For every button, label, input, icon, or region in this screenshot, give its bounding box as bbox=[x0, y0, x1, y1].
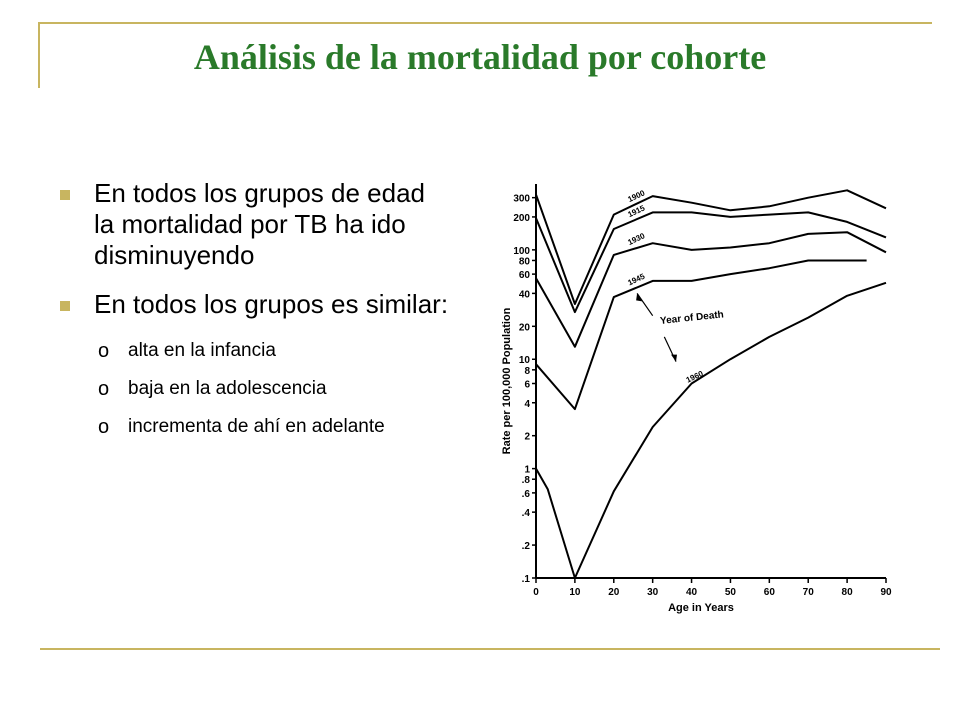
x-tick-label: 80 bbox=[841, 587, 853, 598]
y-tick-label: .6 bbox=[521, 488, 530, 500]
x-tick-label: 10 bbox=[569, 587, 581, 598]
y-tick-label: 8 bbox=[524, 365, 530, 377]
y-tick-label: 20 bbox=[518, 322, 530, 334]
bullet-list bbox=[58, 178, 450, 452]
slide-title: Análisis de la mortalidad por cohorte bbox=[193, 37, 767, 77]
x-tick-label: 40 bbox=[685, 587, 698, 598]
sub-bullet-text: baja en la adolescencia bbox=[128, 378, 327, 399]
y-tick-label: .1 bbox=[521, 574, 530, 585]
sub-bullet-item bbox=[58, 376, 450, 402]
bullet-text: En todos los grupos de edad la mortalidad por TB ha ido disminuyendo bbox=[94, 178, 426, 270]
series-line-1945 bbox=[536, 261, 867, 410]
y-tick-label: 4 bbox=[524, 398, 530, 410]
y-tick-label: 80 bbox=[518, 256, 530, 268]
y-tick-label: 6 bbox=[524, 379, 530, 391]
y-tick-label: .2 bbox=[521, 541, 530, 553]
sub-bullet-text: alta en la infancia bbox=[128, 340, 276, 361]
sub-bullet-item bbox=[58, 414, 450, 440]
sub-bullet-item bbox=[58, 338, 450, 364]
y-tick-label: 300 bbox=[513, 193, 530, 205]
y-tick-label: 60 bbox=[518, 270, 530, 282]
y-tick-label: 100 bbox=[513, 245, 530, 257]
series-label-1930: 1930 bbox=[626, 231, 647, 248]
x-tick-label: 0 bbox=[533, 587, 539, 598]
x-tick-label: 20 bbox=[608, 587, 620, 598]
bullet-item bbox=[58, 289, 450, 320]
series-label-1915: 1915 bbox=[626, 203, 647, 220]
bullet-text: En todos los grupos es similar: bbox=[94, 289, 449, 319]
bullet-item bbox=[58, 178, 450, 271]
y-tick-label: 10 bbox=[518, 355, 530, 367]
series-line-1915 bbox=[536, 212, 886, 312]
y-tick-label: .8 bbox=[521, 475, 530, 487]
year-of-death-annotation: Year of Death bbox=[659, 309, 725, 327]
bottom-rule bbox=[40, 648, 940, 650]
square-bullet-icon bbox=[60, 301, 70, 311]
annotation-arrow-up bbox=[637, 293, 653, 315]
top-rule bbox=[40, 22, 932, 24]
x-tick-label: 90 bbox=[880, 587, 892, 598]
series-line-1960 bbox=[536, 283, 886, 578]
x-tick-label: 50 bbox=[724, 587, 737, 598]
x-tick-label: 30 bbox=[647, 587, 659, 598]
x-tick-label: 70 bbox=[802, 587, 814, 598]
circle-bullet-icon: o bbox=[98, 378, 110, 400]
sub-bullet-text: incrementa de ahí en adelante bbox=[128, 416, 385, 437]
x-axis-label: Age in Years bbox=[668, 602, 734, 614]
series-label-1900: 1900 bbox=[626, 188, 647, 205]
circle-bullet-icon: o bbox=[98, 416, 110, 438]
mortality-line-chart bbox=[490, 170, 910, 620]
circle-bullet-icon: o bbox=[98, 340, 110, 362]
square-bullet-icon bbox=[60, 190, 70, 200]
y-tick-label: 2 bbox=[524, 431, 530, 443]
y-axis-label: Rate per 100,000 Population bbox=[501, 307, 513, 455]
annotation-arrowhead-up bbox=[636, 293, 642, 301]
y-tick-label: 40 bbox=[518, 289, 530, 301]
y-tick-label: 1 bbox=[524, 464, 530, 476]
y-tick-label: 200 bbox=[513, 212, 530, 224]
series-label-1945: 1945 bbox=[626, 271, 647, 288]
series-label-1960: 1960 bbox=[684, 368, 705, 385]
y-tick-label: .4 bbox=[521, 508, 530, 520]
annotation-arrowhead-down bbox=[671, 355, 677, 362]
x-tick-label: 60 bbox=[763, 587, 775, 598]
series-line-1900 bbox=[536, 190, 886, 304]
series-line-1930 bbox=[536, 232, 886, 347]
